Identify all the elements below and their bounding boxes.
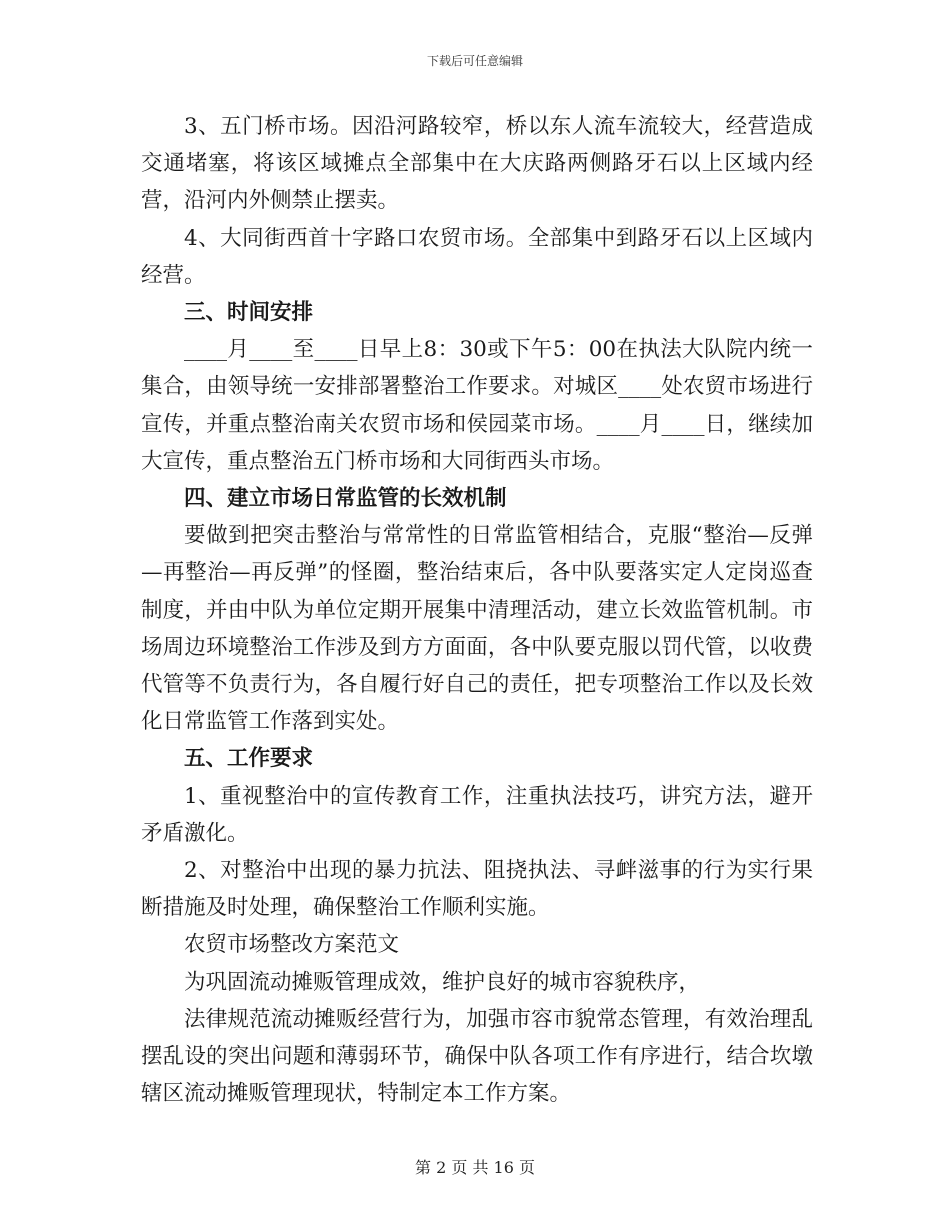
paragraph-market-datongjie: 4、大同街西首十字路口农贸市场。全部集中到路牙石以上区域内经营。 bbox=[141, 225, 813, 288]
paragraph-requirement-1: 1、重视整治中的宣传教育工作，注重执法技巧，讲究方法，避开矛盾激化。 bbox=[141, 783, 813, 846]
paragraph-sample-body: 法律规范流动摊贩经营行为，加强市容市貌常态管理，有效治理乱摆乱设的突出问题和薄弱环节，确保中队各项工作有序进行，结合坎墩辖区流动摊贩管理现状，特制定本工作方案。 bbox=[141, 1006, 813, 1107]
document-body bbox=[141, 108, 813, 1112]
paragraph-long-term-mechanism: 要做到把突击整治与常常性的日常监管相结合，克服“整治—反弹—再整治—再反弹”的怪圈，整治结束后，各中队要落实定人定岗巡查制度，并由中队为单位定期开展集中清理活动，建立长效监管机制。市场周边环境整治工作涉及到方方面面，各中队要克服以罚代管，以收费代管等不负责行为，各自履行好自己的责任，把专项整治工作以及长效化日常监管工作落到实处。 bbox=[141, 523, 813, 735]
paragraph-market-wumenqiao: 3、五门桥市场。因沿河路较窄，桥以东人流车流较大，经营造成交通堵塞，将该区域摊点全部集中在大庆路两侧路牙石以上区域内经营，沿河内外侧禁止摆卖。 bbox=[141, 114, 813, 214]
page-header-note: 下载后可任意编辑 bbox=[426, 54, 523, 68]
paragraph-sample-title: 农贸市场整改方案范文 bbox=[184, 932, 400, 958]
section-heading-schedule: 三、时间安排 bbox=[184, 300, 314, 326]
paragraph-schedule: ____月____至____日早上8：30或下午5：00在执法大队院内统一集合，由领导统一安排部署整治工作要求。对城区____处农贸市场进行宣传，并重点整治南关农贸市场和侯园菜市场。____月____日，继续加大宣传，重点整治五门桥市场和大同街西头市场。 bbox=[141, 337, 813, 474]
section-heading-work-requirements: 五、工作要求 bbox=[184, 746, 314, 772]
paragraph-sample-intro: 为巩固流动摊贩管理成效，维护良好的城市容貌秩序， bbox=[184, 969, 701, 995]
section-heading-long-term-mechanism: 四、建立市场日常监管的长效机制 bbox=[184, 486, 507, 512]
paragraph-requirement-2: 2、对整治中出现的暴力抗法、阻挠执法、寻衅滋事的行为实行果断措施及时处理，确保整治工作顺利实施。 bbox=[141, 858, 813, 921]
page-number: 第 2 页 共 16 页 bbox=[415, 1158, 535, 1177]
